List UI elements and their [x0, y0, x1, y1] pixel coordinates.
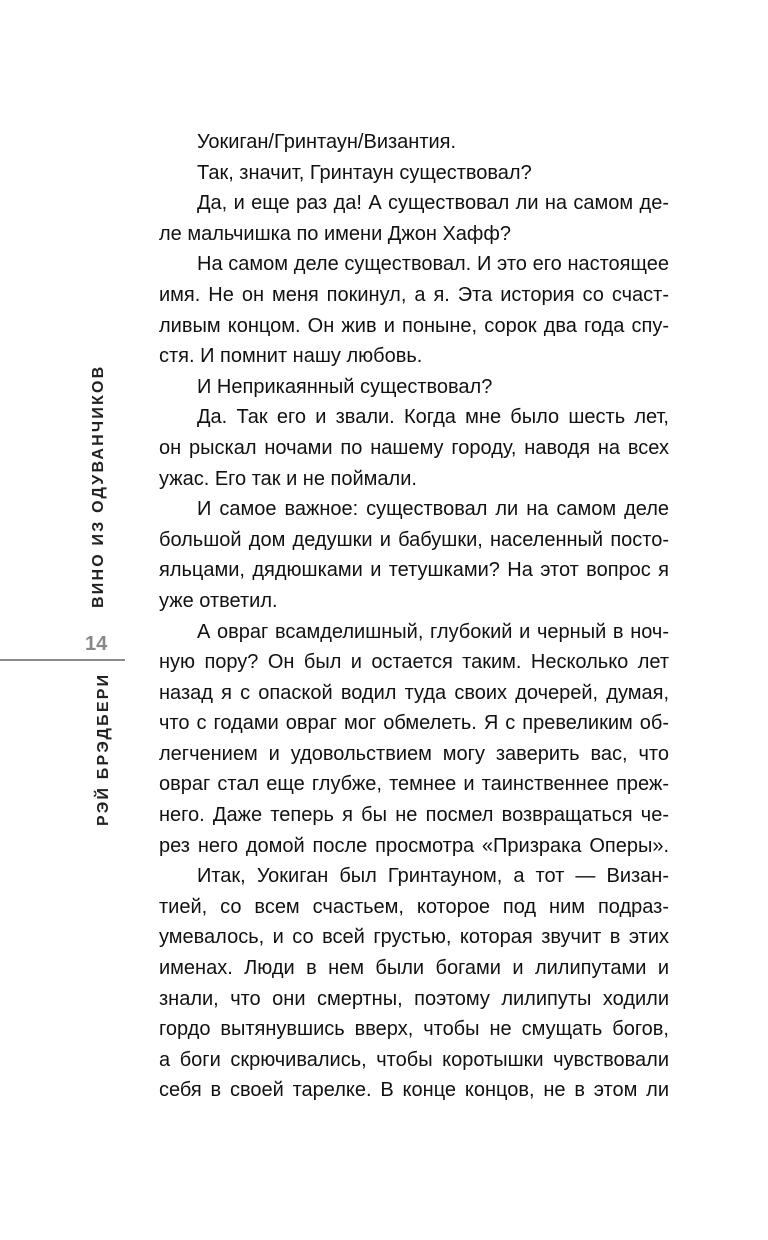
text-line: знали, что они смертны, поэтому лилипуты ходили: [159, 987, 669, 1010]
text-line: уже ответил.: [159, 589, 278, 612]
text-line: себя в своей тарелке. В конце концов, не в этом ли: [159, 1079, 669, 1102]
text-line: именах. Люди в нем были богами и лилипутами и: [159, 957, 669, 980]
text-line: Уокиган/Гринтаун/Византия.: [197, 131, 457, 153]
text-line: Да, и еще раз да! А существовал ли на самом де-: [197, 192, 669, 215]
text-line: овраг стал еще глубже, темнее и таинственнее преж-: [159, 773, 669, 796]
running-header-book-title: ВИНО ИЗ ОДУВАНЧИКОВ: [90, 364, 107, 608]
body-text: [159, 127, 669, 1106]
text-line: На самом деле существовал. И это его настоящее: [197, 253, 669, 276]
text-line: Так, значит, Гринтаун существовал?: [197, 161, 532, 184]
text-line: он рыскал ночами по нашему городу, наводя на всех: [159, 436, 669, 459]
text-line: И Неприкаянный существовал?: [197, 375, 493, 398]
text-line: тией, со всем счастьем, которое под ним подраз-: [159, 895, 669, 918]
page-number-rule: [0, 659, 125, 661]
text-line: что с годами овраг мог обмелеть. Я с превеликим об-: [159, 712, 669, 735]
text-line: Итак, Уокиган был Гринтауном, а тот — Визан-: [197, 865, 669, 888]
text-line: яльцами, дядюшками и тетушками? На этот вопрос я: [159, 559, 669, 582]
text-line: умевалось, и со всей грустью, которая звучит в этих: [159, 926, 669, 949]
text-line: а боги скрючивались, чтобы коротышки чувствовали: [159, 1048, 669, 1071]
text-line: большой дом дедушки и бабушки, населенный посто-: [159, 528, 669, 551]
text-line: Да. Так его и звали. Когда мне было шесть лет,: [197, 406, 669, 429]
text-line: ную пору? Он был и остается таким. Несколько лет: [159, 651, 669, 674]
text-line: рез него домой после просмотра «Призрака Оперы».: [159, 834, 669, 857]
text-line: ливым концом. Он жив и поныне, сорок два года спу-: [159, 314, 669, 337]
text-line: стя. И помнит нашу любовь.: [159, 345, 423, 368]
text-line: назад я с опаской водил туда своих дочерей, думая,: [159, 681, 669, 704]
text-line: А овраг всамделишный, глубокий и черный в ноч-: [197, 620, 669, 643]
running-header-author: РЭЙ БРЭДБЕРИ: [95, 672, 112, 826]
text-line: него. Даже теперь я бы не посмел возвращаться че-: [159, 804, 669, 827]
text-line: легчением и удовольствием могу заверить вас, что: [159, 742, 669, 765]
text-line: ле мальчишка по имени Джон Хафф?: [159, 222, 511, 245]
text-line: И самое важное: существовал ли на самом деле: [197, 498, 669, 521]
text-line: имя. Не он меня покинул, а я. Эта история со счаст-: [159, 283, 669, 306]
text-line: ужас. Его так и не поймали.: [159, 467, 417, 490]
page-number: 14: [85, 633, 108, 655]
text-line: гордо вытянувшись вверх, чтобы не смущать богов,: [159, 1018, 669, 1041]
